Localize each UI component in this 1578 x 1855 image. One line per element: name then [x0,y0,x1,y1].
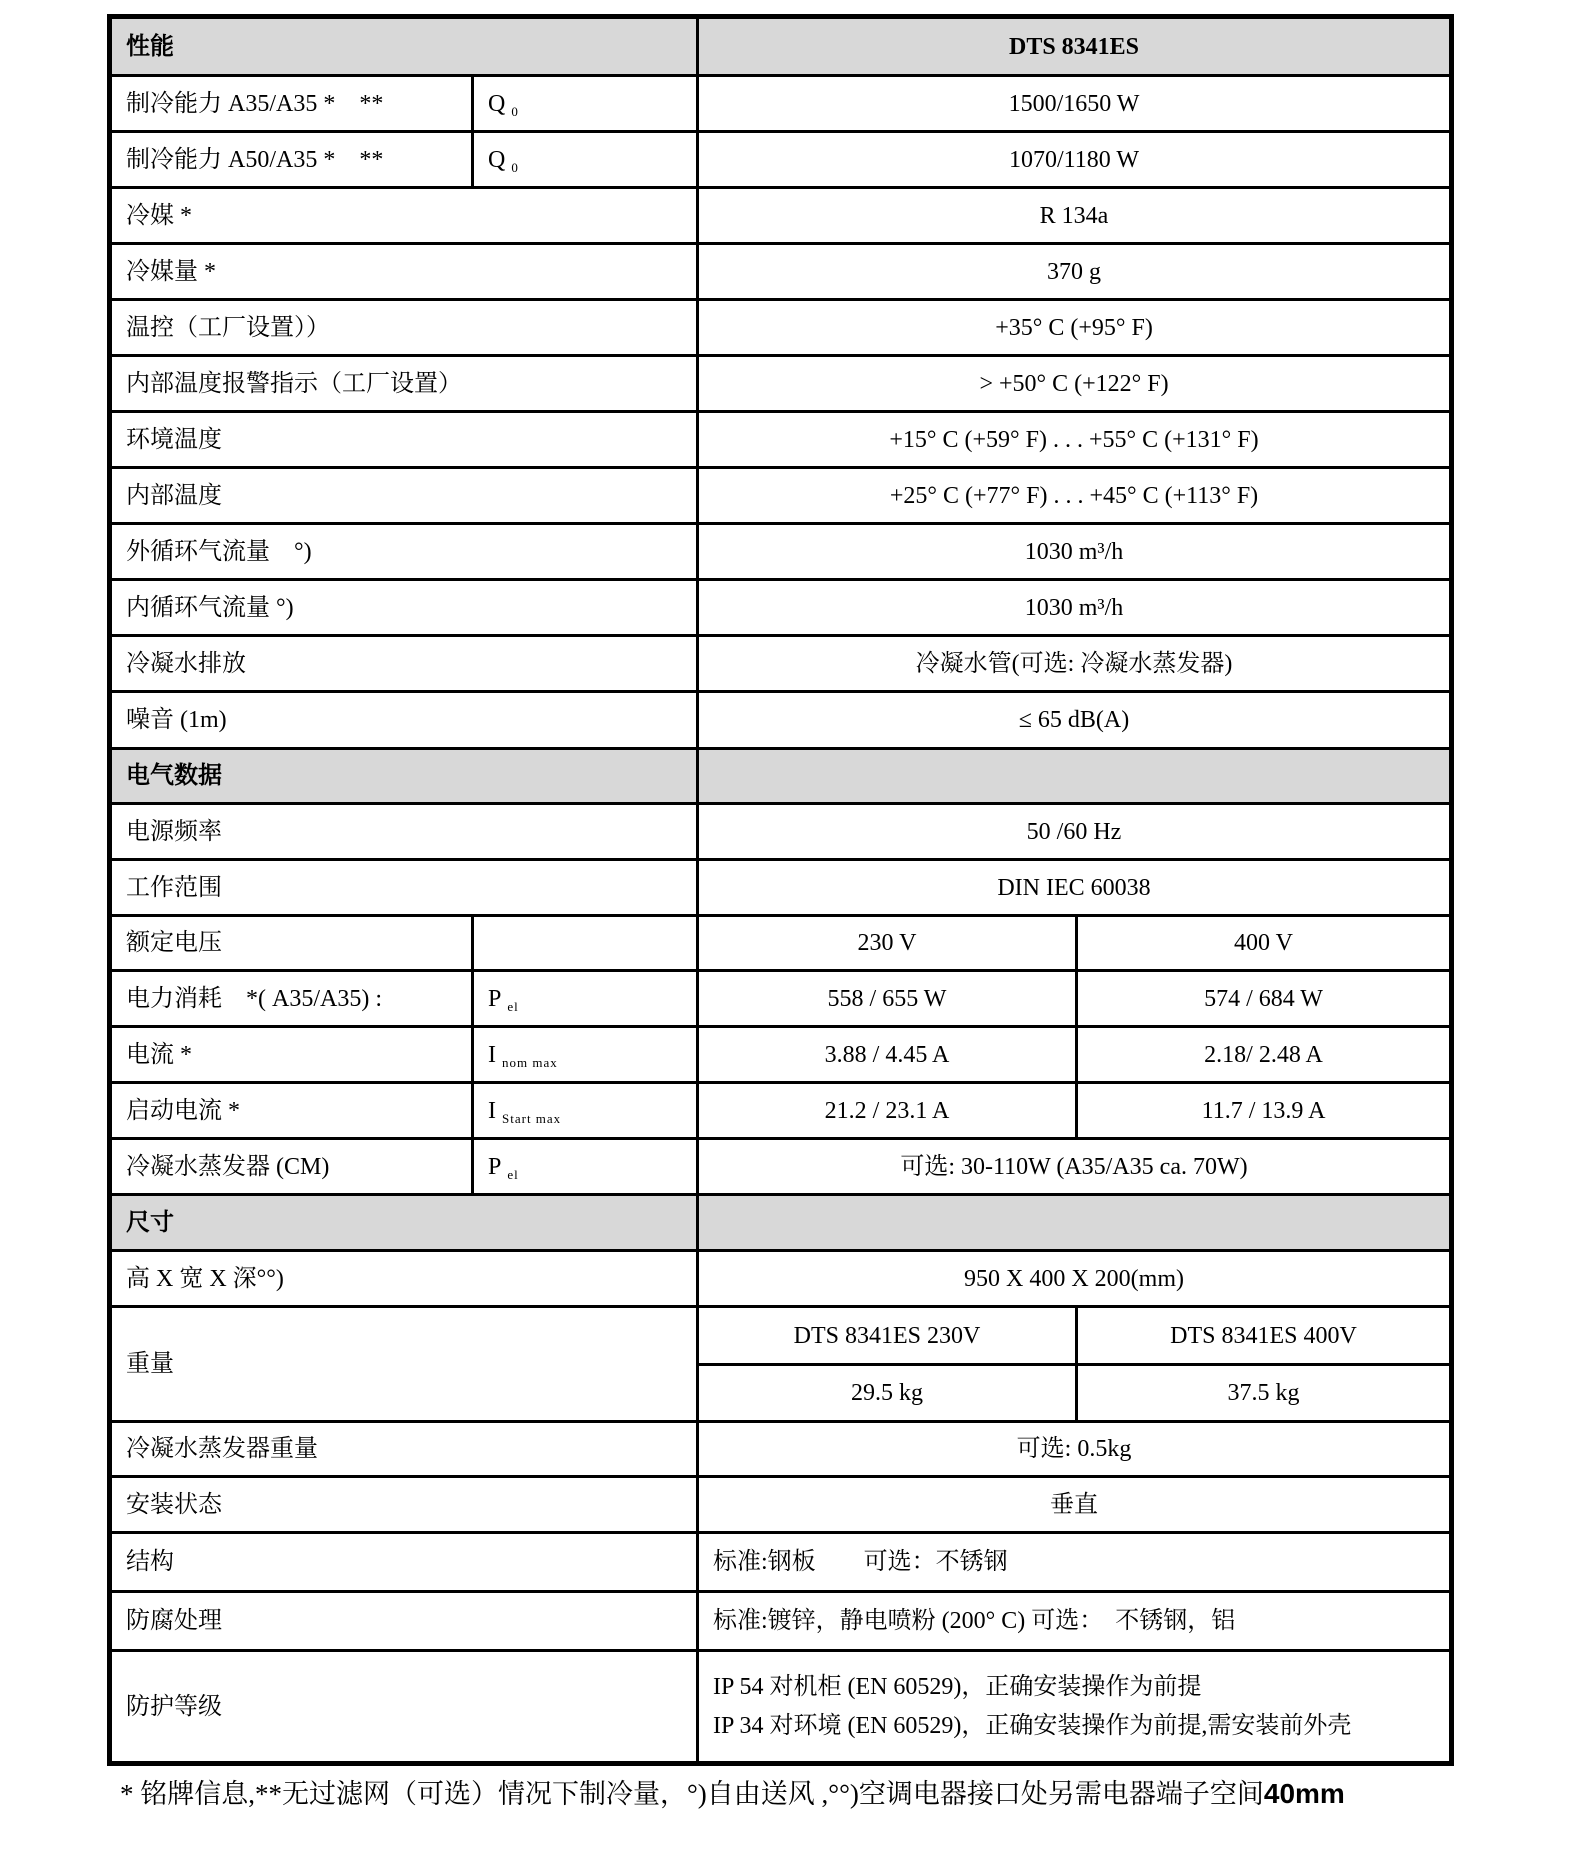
row-weight-header [110,1307,1452,1365]
row-rated-voltage-symbol-cell [473,916,698,971]
row-noise-label: 噪音 (1m) [110,692,698,749]
row-current-400: 2.18/ 2.48 A [1077,1027,1452,1083]
row-evaporator-weight-value: 可选: 0.5kg [698,1422,1452,1477]
row-condensate-drain-label: 冷凝水排放 [110,636,698,692]
row-power-consumption-400: 574 / 684 W [1077,971,1452,1027]
row-current [110,1027,1452,1083]
row-evaporator-weight [110,1422,1452,1477]
row-condensate-drain [110,636,1452,692]
row-current-230: 3.88 / 4.45 A [698,1027,1077,1083]
footnote-text: * 铭牌信息,**无过滤网（可选）情况下制冷量，°)自由送风 ,°°)空调电器接口处另需电器端子空间 [120,1779,1264,1809]
row-frequency [110,804,1452,860]
row-construction-label: 结构 [110,1533,698,1592]
row-frequency-label: 电源频率 [110,804,698,860]
row-temp-control-value: +35° C (+95° F) [698,300,1452,356]
row-protection-label: 防护等级 [110,1651,698,1764]
row-corrosion-label: 防腐处理 [110,1592,698,1651]
row-ambient-temp [110,412,1452,468]
row-corrosion [110,1592,1452,1651]
row-power-consumption-230: 558 / 655 W [698,971,1077,1027]
row-ext-airflow [110,524,1452,580]
section-electrical-label: 电气数据 [110,749,698,804]
row-refrigerant-amount-label: 冷媒量 * [110,244,698,300]
row-start-current [110,1083,1452,1139]
row-start-current-230: 21.2 / 23.1 A [698,1083,1077,1139]
protection-line-2: IP 34 对环境 (EN 60529)，正确安装操作为前提,需安装前外壳 [713,1713,1352,1739]
row-current-symbol: I $_{nom max}$ [473,1027,698,1083]
footnote-suffix: 40mm [1263,1778,1345,1809]
row-noise-value: ≤ 65 dB(A) [698,692,1452,749]
row-condensate-evaporator [110,1139,1452,1195]
protection-line-1: IP 54 对机柜 (EN 60529)，正确安装操作为前提 [713,1674,1202,1700]
row-int-airflow-value: 1030 m³/h [698,580,1452,636]
row-rated-voltage-400: 400 V [1077,916,1452,971]
row-weight-header-400: DTS 8341ES 400V [1077,1307,1452,1365]
row-working-range [110,860,1452,916]
row-power-consumption-label: 电力消耗 *( A35/A35) : [110,971,473,1027]
row-corrosion-value: 标准:镀锌，静电喷粉 (200° C) 可选： 不锈钢，铝 [698,1592,1452,1651]
header-performance: 性能 [110,17,698,76]
row-internal-temp-value: +25° C (+77° F) . . . +45° C (+113° F) [698,468,1452,524]
section-electrical [110,749,1452,804]
row-internal-alarm-label: 内部温度报警指示（工厂设置） [110,356,698,412]
spec-table [107,14,1454,1766]
row-noise [110,692,1452,749]
section-dimensions-spacer [698,1195,1452,1251]
row-refrigerant-value: R 134a [698,188,1452,244]
header-model: DTS 8341ES [698,17,1452,76]
row-start-current-400: 11.7 / 13.9 A [1077,1083,1452,1139]
row-start-current-label: 启动电流 * [110,1083,473,1139]
row-refrigerant-label: 冷媒 * [110,188,698,244]
row-frequency-value: 50 /60 Hz [698,804,1452,860]
row-cooling-a35 [110,76,1452,132]
section-dimensions-label: 尺寸 [110,1195,698,1251]
table-header-row [110,17,1452,76]
row-cooling-a50-label: 制冷能力 A50/A35 * ** [110,132,473,188]
row-refrigerant-amount-value: 370 g [698,244,1452,300]
row-ext-airflow-label: 外循环气流量 °) [110,524,698,580]
row-cooling-a50-symbol: Q $_0$ [473,132,698,188]
row-refrigerant-amount [110,244,1452,300]
section-dimensions [110,1195,1452,1251]
row-condensate-evaporator-label: 冷凝水蒸发器 (CM) [110,1139,473,1195]
row-dimensions-value: 950 X 400 X 200(mm) [698,1251,1452,1307]
row-internal-temp-label: 内部温度 [110,468,698,524]
row-cooling-a35-symbol: Q $_0$ [473,76,698,132]
row-temp-control-label: 温控（工厂设置）） [110,300,698,356]
row-cooling-a35-value: 1500/1650 W [698,76,1452,132]
section-electrical-spacer [698,749,1452,804]
row-working-range-value: DIN IEC 60038 [698,860,1452,916]
row-start-current-symbol: I $_{Start max}$ [473,1083,698,1139]
row-protection-value [698,1651,1452,1764]
row-weight-label: 重量 [110,1307,698,1422]
row-current-label: 电流 * [110,1027,473,1083]
row-condensate-evaporator-symbol: P $_{el}$ [473,1139,698,1195]
row-internal-alarm-value: > +50° C (+122° F) [698,356,1452,412]
row-power-consumption-symbol: P $_{el}$ [473,971,698,1027]
row-evaporator-weight-label: 冷凝水蒸发器重量 [110,1422,698,1477]
row-int-airflow [110,580,1452,636]
row-mounting [110,1477,1452,1533]
row-internal-alarm [110,356,1452,412]
row-power-consumption [110,971,1452,1027]
row-dimensions [110,1251,1452,1307]
row-rated-voltage-230: 230 V [698,916,1077,971]
row-cooling-a50-value: 1070/1180 W [698,132,1452,188]
row-working-range-label: 工作范围 [110,860,698,916]
row-ambient-temp-value: +15° C (+59° F) . . . +55° C (+131° F) [698,412,1452,468]
row-dimensions-label: 高 X 宽 X 深°°) [110,1251,698,1307]
row-temp-control [110,300,1452,356]
row-construction [110,1533,1452,1592]
row-rated-voltage [110,916,1452,971]
row-protection [110,1651,1452,1764]
row-condensate-drain-value: 冷凝水管(可选: 冷凝水蒸发器) [698,636,1452,692]
row-mounting-label: 安装状态 [110,1477,698,1533]
row-condensate-evaporator-value: 可选: 30-110W (A35/A35 ca. 70W) [698,1139,1452,1195]
row-cooling-a35-label: 制冷能力 A35/A35 * ** [110,76,473,132]
row-refrigerant [110,188,1452,244]
row-int-airflow-label: 内循环气流量 °) [110,580,698,636]
row-rated-voltage-label: 额定电压 [110,916,473,971]
footnote [120,1772,1500,1811]
row-weight-value-230: 29.5 kg [698,1365,1077,1422]
row-weight-header-230: DTS 8341ES 230V [698,1307,1077,1365]
row-internal-temp [110,468,1452,524]
row-ambient-temp-label: 环境温度 [110,412,698,468]
row-construction-value: 标准:钢板 可选：不锈钢 [698,1533,1452,1592]
row-weight-value-400: 37.5 kg [1077,1365,1452,1422]
row-cooling-a50 [110,132,1452,188]
row-ext-airflow-value: 1030 m³/h [698,524,1452,580]
row-mounting-value: 垂直 [698,1477,1452,1533]
